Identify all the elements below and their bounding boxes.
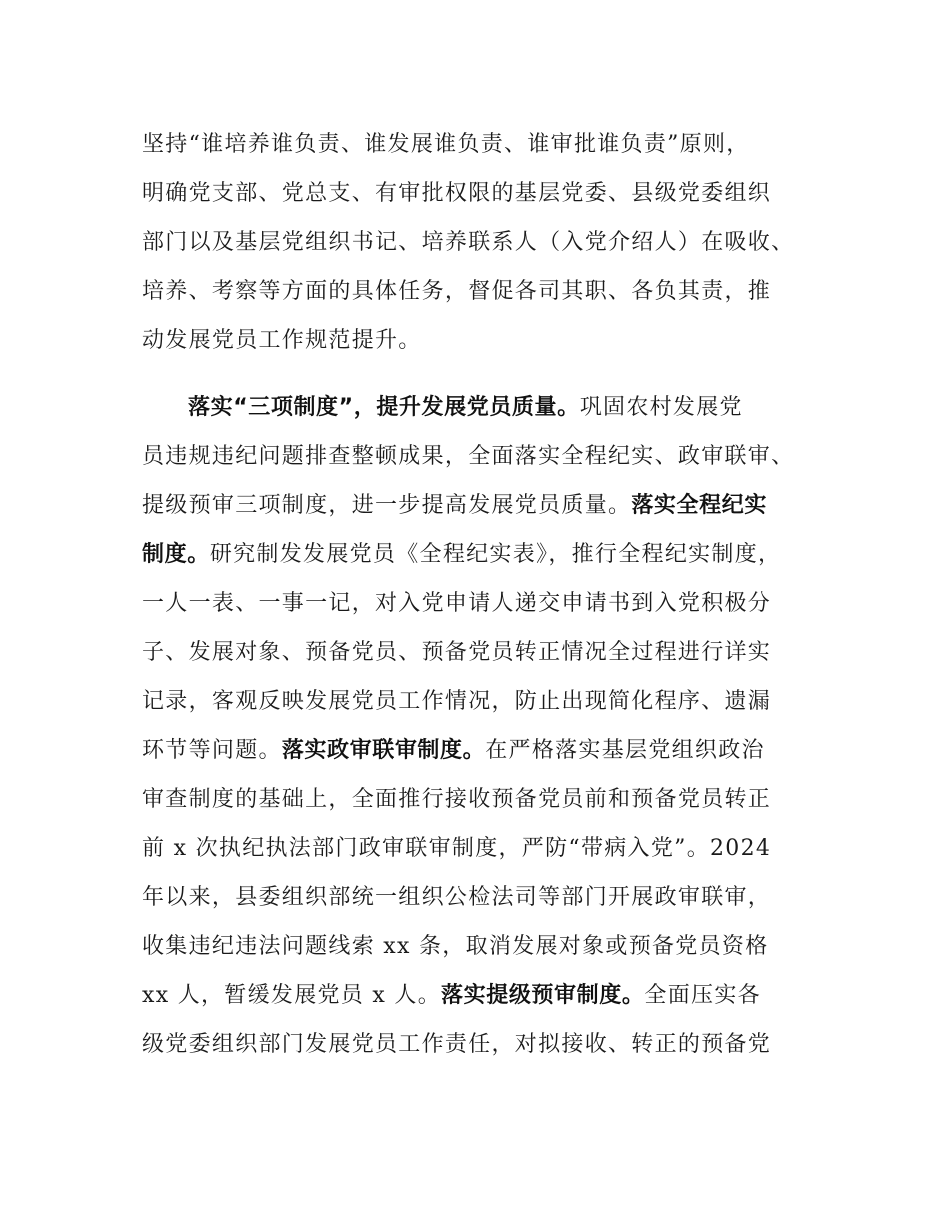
paragraph-2-line-12: 收集违纪违法问题线索 xx 条，取消发展对象或预备党员资格 <box>142 934 769 959</box>
paragraph-2-line-9: 审查制度的基础上，全面推行接收预备党员前和预备党员转正 <box>142 787 772 812</box>
paragraph-2-line-1-text: 巩固农村发展党 <box>579 395 743 420</box>
paragraph-1-line-1: 坚持“谁培养谁负责、谁发展谁负责、谁审批谁负责”原则， <box>142 132 750 157</box>
paragraph-2-line-1 <box>188 388 743 428</box>
paragraph-2-line-6: 子、发展对象、预备党员、预备党员转正情况全过程进行详实 <box>142 640 772 665</box>
paragraph-2-line-8 <box>142 731 765 771</box>
paragraph-2-line-7: 记录，客观反映发展党员工作情况，防止出现简化程序、遗漏 <box>142 689 772 714</box>
paragraph-2-line-13-rest: 全面压实各 <box>644 983 761 1008</box>
subheading-upgraded-review: 落实提级预审制度。 <box>441 983 645 1008</box>
section-heading: 落实“三项制度”，提升发展党员质量。 <box>188 395 580 420</box>
paragraph-2-line-13 <box>142 976 761 1016</box>
paragraph-2-line-13-text: xx 人，暂缓发展党员 x 人。 <box>142 983 442 1008</box>
paragraph-2-line-14: 级党委组织部门发展党员工作责任，对拟接收、转正的预备党 <box>142 1032 772 1057</box>
paragraph-1-line-4: 培养、考察等方面的具体任务，督促各司其职、各负其责，推 <box>142 279 772 304</box>
paragraph-2-line-3-text: 提级预审三项制度，进一步提高发展党员质量。 <box>142 493 632 518</box>
paragraph-2-line-8-text: 环节等问题。 <box>142 738 282 763</box>
paragraph-2-line-4 <box>142 535 781 575</box>
paragraph-2-line-8-rest: 在严格落实基层党组织政治 <box>485 738 765 763</box>
paragraph-2-line-11: 年以来，县委组织部统一组织公检法司等部门开展政审联审， <box>142 885 772 910</box>
paragraph-2-line-2: 员违规违纪问题排查整顿成果，全面落实全程纪实、政审联审、 <box>142 444 795 469</box>
paragraph-2-line-10: 前 x 次执纪执法部门政审联审制度，严防“带病入党”。2024 <box>142 836 772 861</box>
paragraph-1-line-5: 动发展党员工作规范提升。 <box>142 328 422 353</box>
paragraph-1-line-2: 明确党支部、党总支、有审批权限的基层党委、县级党委组织 <box>142 181 772 206</box>
paragraph-1-line-3: 部门以及基层党组织书记、培养联系人（入党介绍人）在吸收、 <box>142 230 795 255</box>
subheading-full-record-end: 制度。 <box>142 542 210 567</box>
subheading-full-record: 落实全程纪实 <box>631 493 767 518</box>
paragraph-2-line-4-text: 研究制发发展党员《全程纪实表》，推行全程纪实制度， <box>209 542 782 567</box>
paragraph-2-line-5: 一人一表、一事一记，对入党申请人递交申请书到入党积极分 <box>142 591 772 616</box>
paragraph-2-line-3 <box>142 486 767 526</box>
subheading-political-review: 落实政审联审制度。 <box>281 738 486 763</box>
